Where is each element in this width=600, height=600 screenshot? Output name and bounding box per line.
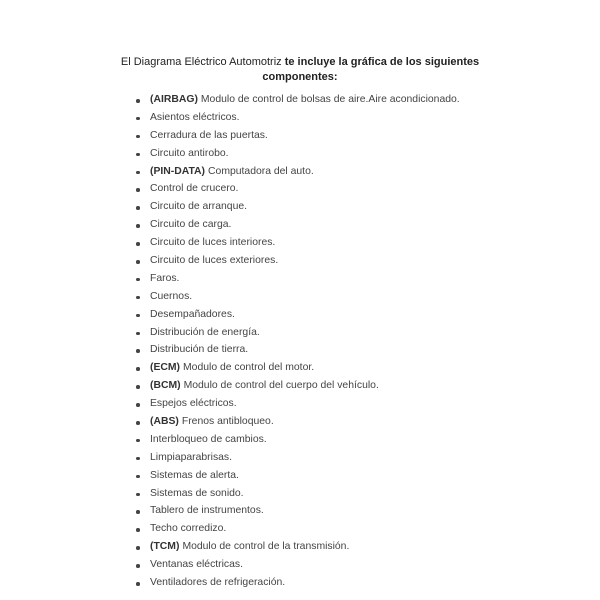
bullet-icon — [136, 117, 140, 121]
list-item — [132, 538, 460, 556]
component-text: Tablero de instrumentos. — [150, 505, 264, 517]
bullet-icon — [136, 260, 140, 264]
bullet-icon — [136, 564, 140, 568]
list-item — [132, 234, 460, 252]
component-text: Modulo de control de bolsas de aire.Aire acondicionado. — [200, 94, 460, 105]
component-text: Circuito de arranque. — [150, 201, 248, 213]
components-list — [132, 91, 460, 592]
component-text: Limpiaparabrisas. — [150, 451, 233, 463]
component-text: Circuito de luces interiores. — [150, 237, 276, 249]
component-text: Espejos eléctricos. — [150, 398, 237, 410]
list-item — [132, 467, 460, 485]
component-text: Computadora del auto. — [208, 165, 314, 177]
component-text: Distribución de tierra. — [150, 344, 249, 356]
component-text: Circuito de luces exteriores. — [150, 255, 279, 267]
bullet-icon — [136, 349, 140, 353]
component-text: Techo corredizo. — [150, 523, 227, 535]
component-code: (BCM) — [150, 380, 181, 392]
component-code: (AIRBAG) — [150, 94, 198, 105]
list-item — [132, 359, 460, 377]
list-item — [132, 91, 460, 109]
component-text: Distribución de energía. — [150, 326, 260, 338]
component-text: Modulo de control de la transmisión. — [182, 541, 350, 553]
component-code: (PIN-DATA) — [150, 165, 206, 177]
list-item — [132, 324, 460, 342]
list-item — [132, 306, 460, 324]
list-item — [132, 413, 460, 431]
list-item — [132, 180, 460, 198]
component-text: Ventanas eléctricas. — [150, 559, 243, 571]
component-text: Ventiladores de refrigeración. — [150, 577, 286, 589]
bullet-icon — [136, 528, 140, 532]
intro-paragraph — [120, 55, 480, 84]
bullet-icon — [136, 99, 140, 103]
component-text: Modulo de control del cuerpo del vehículo. — [183, 380, 379, 392]
list-item — [132, 574, 460, 592]
list-item — [132, 109, 460, 127]
list-item — [132, 127, 460, 145]
bullet-icon — [136, 385, 140, 389]
component-text: Control de crucero. — [150, 183, 239, 195]
bullet-icon — [136, 332, 140, 336]
list-item — [132, 485, 460, 503]
bullet-icon — [136, 421, 140, 425]
bullet-icon — [136, 278, 140, 282]
component-text: Frenos antibloqueo. — [181, 416, 274, 428]
bullet-icon — [136, 510, 140, 514]
component-text: Desempañadores. — [150, 308, 235, 320]
component-text: Sistemas de alerta. — [150, 469, 239, 481]
bullet-icon — [136, 367, 140, 371]
list-item — [132, 520, 460, 538]
component-text: Asientos eléctricos. — [150, 111, 240, 123]
bullet-icon — [136, 188, 140, 192]
component-text: Faros. — [150, 272, 180, 284]
list-item — [132, 145, 460, 163]
list-item — [132, 216, 460, 234]
bullet-icon — [136, 457, 140, 461]
list-item — [132, 198, 460, 216]
list-item — [132, 163, 460, 181]
bullet-icon — [136, 493, 140, 497]
list-item — [132, 377, 460, 395]
list-item — [132, 270, 460, 288]
bullet-icon — [136, 242, 140, 246]
bullet-icon — [136, 546, 140, 550]
list-item — [132, 341, 460, 359]
component-text: Circuito antirobo. — [150, 147, 229, 159]
bullet-icon — [136, 135, 140, 139]
intro-normal-text: El Diagrama Eléctrico Automotriz — [120, 56, 282, 68]
list-item — [132, 431, 460, 449]
intro-bold-text: te incluye la gráfica de los siguientes componentes: — [262, 56, 480, 83]
component-text: Interbloqueo de cambios. — [150, 433, 267, 445]
component-code: (ECM) — [150, 362, 181, 374]
list-item — [132, 556, 460, 574]
component-code: (TCM) — [150, 541, 180, 553]
bullet-icon — [136, 475, 140, 479]
bullet-icon — [136, 171, 140, 175]
bullet-icon — [136, 582, 140, 586]
bullet-icon — [136, 206, 140, 210]
component-text: Circuito de carga. — [150, 219, 232, 231]
list-item — [132, 395, 460, 413]
list-item — [132, 288, 460, 306]
list-item — [132, 502, 460, 520]
component-text: Sistemas de sonido. — [150, 487, 244, 499]
bullet-icon — [136, 224, 140, 228]
bullet-icon — [136, 296, 140, 300]
bullet-icon — [136, 153, 140, 157]
bullet-icon — [136, 403, 140, 407]
bullet-icon — [136, 314, 140, 318]
list-item — [132, 252, 460, 270]
component-code: (ABS) — [150, 416, 179, 428]
list-item — [132, 449, 460, 467]
component-text: Cuernos. — [150, 290, 193, 302]
component-text: Modulo de control del motor. — [183, 362, 315, 374]
component-text: Cerradura de las puertas. — [150, 129, 268, 141]
bullet-icon — [136, 439, 140, 443]
